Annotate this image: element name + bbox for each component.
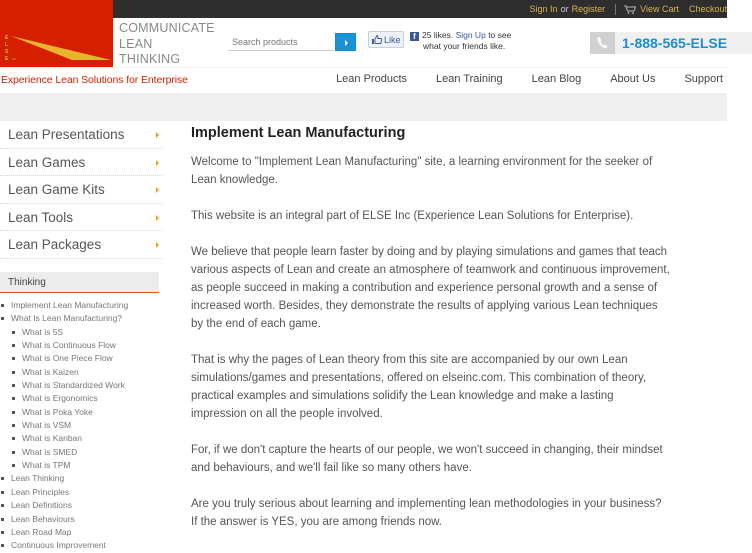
category-lean-tools[interactable] (0, 204, 162, 232)
chevron-right-icon (156, 187, 159, 193)
tree-item[interactable]: Implement Lean Manufacturing (0, 299, 175, 312)
tree-item[interactable]: Lean Thinking (0, 472, 175, 485)
tree-item[interactable]: Lean Definitions (0, 499, 175, 512)
page-title: Implement Lean Manufacturing (191, 125, 406, 141)
sign-in-link[interactable]: Sign In (529, 4, 558, 14)
category-lean-game-kits[interactable] (0, 176, 162, 204)
category-lean-presentations[interactable] (0, 121, 162, 149)
tree-item[interactable]: Lean Road Map (0, 526, 175, 539)
svg-text:E: E (5, 35, 9, 41)
cart-icon[interactable] (624, 5, 636, 14)
tagline (113, 18, 223, 67)
likes-count: 25 likes. (422, 30, 454, 40)
tree-item[interactable]: What is VSM (0, 419, 175, 432)
paragraph: We believe that people learn faster by doing and by playing simulations and games that teach various aspects of Lean and create an atmosphere of teamwork and continuous improvement, as people succeed in making a contribution and experience personal growth and a sense of increased worth. Besides, they demonstrate the results of applying various Lean techniques by the end of each game. (191, 246, 670, 330)
thumbs-up-icon (372, 35, 382, 44)
paragraph: This website is an integral part of ELSE Inc (Experience Lean Solutions for Enterprise). (191, 210, 634, 222)
chevron-right-icon (156, 215, 159, 221)
phone-contact (590, 32, 752, 54)
tree-item[interactable]: What is SMED (0, 446, 175, 459)
logo-wedge-icon (0, 0, 113, 67)
nav-support[interactable]: Support (684, 73, 723, 85)
nav-lean-blog[interactable]: Lean Blog (531, 73, 582, 85)
main-content (191, 121, 671, 531)
tree-item[interactable]: What is Standardized Work (0, 379, 175, 392)
checkout-link[interactable]: Checkout (688, 4, 727, 14)
tree-item[interactable]: What is Kanban (0, 432, 175, 445)
to-see-text: to see (488, 30, 512, 40)
search-button[interactable] (335, 33, 356, 51)
divider (615, 4, 616, 15)
tree-item[interactable]: What is TPM (0, 459, 175, 472)
tree-item[interactable]: Lean Behaviours (0, 513, 175, 526)
category-label: Lean Tools (8, 209, 74, 225)
tree-item[interactable]: What is Poka Yoke (0, 406, 175, 419)
banner-band (0, 93, 727, 121)
else-logo[interactable] (0, 0, 113, 67)
tree-item[interactable]: What is One Piece Flow (0, 352, 175, 365)
phone-icon (590, 32, 615, 54)
paragraph: For, if we don't capture the hearts of our people, we won't succeed in changing, their mindset and behaviours, and we'll fail like so many others have. (191, 444, 663, 474)
facebook-icon: f (410, 32, 419, 41)
category-label: Lean Packages (8, 237, 102, 252)
paragraph: Are you truly serious about learning and implementing lean methodologies in your business? If the answer is YES, you are among friends now. (191, 498, 662, 528)
category-nav (0, 121, 162, 259)
paragraph: That is why the pages of Lean theory from this site are accompanied by our own Lean simulations/games and presentations, offered on elseinc.com. This combination of theory, practical examples and simulations solidify the Lean knowledge and make a lasting impression on all the people involved. (191, 354, 647, 420)
nav-lean-training[interactable]: Lean Training (436, 73, 503, 85)
slogan: Experience Lean Solutions for Enterprise (1, 74, 188, 86)
or-text: or (560, 4, 569, 14)
facebook-like-button[interactable] (368, 31, 404, 48)
category-lean-packages[interactable] (0, 231, 162, 259)
sub-header (0, 67, 727, 93)
thinking-section-title: Thinking (0, 272, 159, 293)
svg-text:S: S (5, 49, 9, 55)
register-link[interactable]: Register (571, 4, 606, 14)
view-cart-link[interactable]: View Cart (640, 4, 679, 14)
search-input[interactable] (228, 33, 334, 51)
tagline-line-1: COMMUNICATE (119, 21, 215, 35)
like-label: Like (384, 34, 401, 45)
chevron-right-icon (156, 242, 159, 248)
tree-item[interactable]: What is 5S (0, 326, 175, 339)
thinking-tree (0, 299, 175, 553)
svg-text:L: L (5, 42, 9, 48)
chevron-right-icon (156, 132, 159, 138)
product-search (228, 33, 356, 51)
tree-item[interactable]: Lean Principles (0, 486, 175, 499)
category-label: Lean Games (8, 154, 86, 170)
tree-item[interactable]: What is Continuous Flow (0, 339, 175, 352)
tagline-line-3: THINKING (119, 52, 181, 66)
category-label: Lean Game Kits (8, 182, 105, 197)
svg-text:Inc.: Inc. (12, 57, 17, 61)
fb-sign-up-link[interactable]: Sign Up (455, 30, 486, 40)
tagline-line-2: LEAN (119, 36, 153, 51)
facebook-info (410, 30, 511, 52)
nav-about-us[interactable]: About Us (610, 73, 656, 85)
phone-number[interactable]: 1-888-565-ELSE (615, 32, 752, 54)
tree-item[interactable]: What is Kaizen (0, 366, 175, 379)
tree-item[interactable]: Continuous Improvement (0, 539, 175, 552)
category-lean-games[interactable] (0, 149, 162, 177)
nav-lean-products[interactable]: Lean Products (336, 73, 407, 85)
category-label: Lean Presentations (8, 127, 125, 142)
paragraph: Welcome to "Implement Lean Manufacturing" site, a learning environment for the seeker of Lean knowledge. (191, 156, 653, 186)
svg-text:E: E (5, 56, 9, 62)
arrow-right-icon (345, 40, 348, 46)
tree-item[interactable]: What is Ergonomics (0, 392, 175, 405)
main-nav (307, 73, 723, 85)
tree-item[interactable]: What Is Lean Manufacturing? (0, 312, 175, 325)
account-links (530, 0, 727, 18)
friends-text: what your friends like. (423, 41, 506, 51)
chevron-right-icon (156, 160, 159, 166)
